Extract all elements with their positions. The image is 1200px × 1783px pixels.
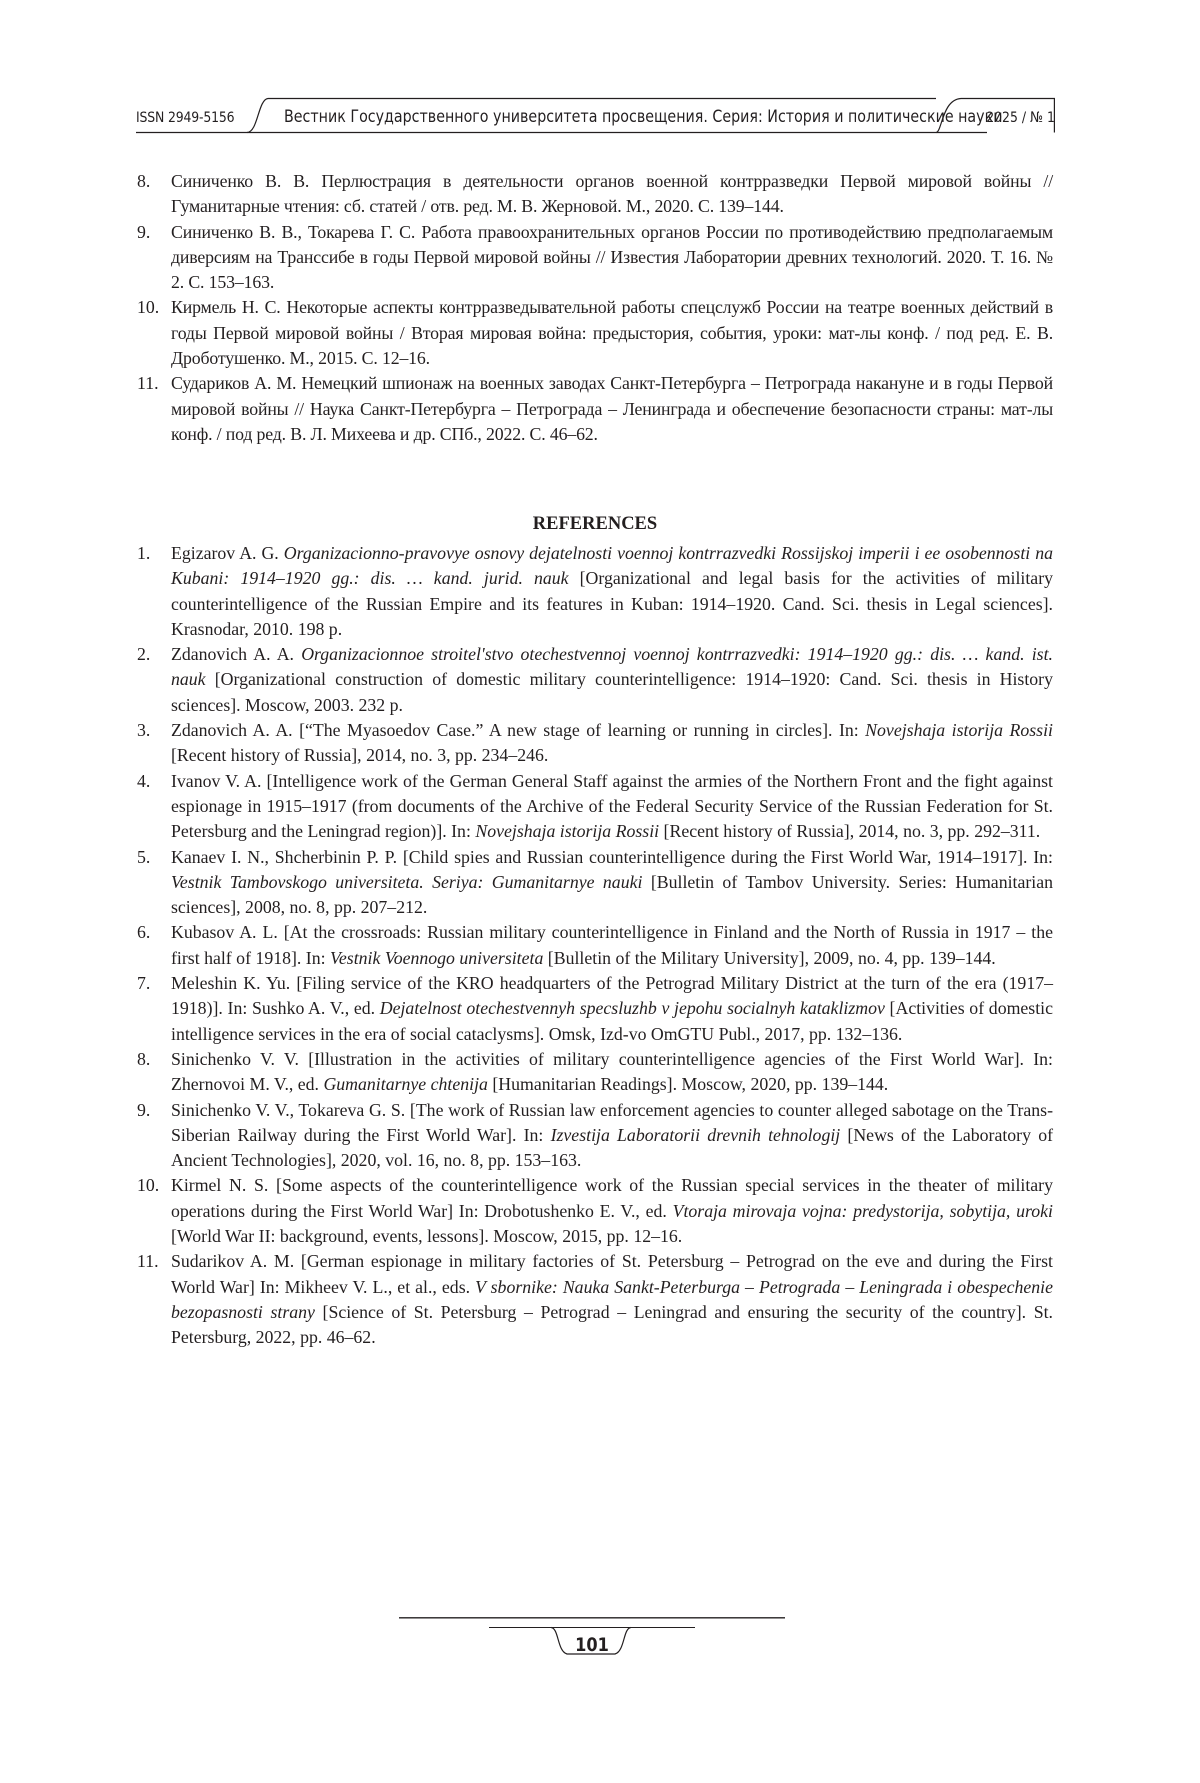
reference-italic-title: Gumanitarnye chtenija — [323, 1074, 488, 1095]
reference-text-segment: Судариков А. М. Немецкий шпионаж на военных заводах Санкт-Петербурга – Петрограда накануне и в годы Первой мировой войны // Наука Санкт-Петербурга – Петрограда – Ленинграда и обеспечение безопасности страны: мат-лы конф. / под ред. В. Л. Михеева и др. СПб., 2022. С. 46–62. — [171, 373, 1053, 444]
reference-text — [171, 543, 1053, 639]
reference-text-segment: [Organizational and legal basis for the activities of military counterintelligence of the Russian Empire and its features in Kuban: 1914–1920. Cand. Sci. thesis in Legal sciences]. Krasnodar, 2010. 198 p. — [171, 568, 1054, 639]
reference-text — [171, 922, 1053, 967]
reference-italic-title: Organizacionno-pravovye osnovy dejatelnosti voennoj kontrrazvedki Rossijskoj imperii i ee osobennosti na Kubani: 1914–1920 gg.: dis. … kand. jurid. nauk — [171, 543, 1054, 589]
reference-item — [137, 1249, 1053, 1350]
reference-number: 10. — [137, 1175, 160, 1196]
reference-item — [137, 642, 1053, 718]
reference-italic-title: Vtoraja mirovaja vojna: predystorija, sobytija, uroki — [672, 1200, 1053, 1221]
reference-number: 1. — [137, 543, 151, 563]
reference-text-segment: Egizarov A. G. — [171, 543, 284, 563]
page-number: 101 — [575, 1634, 609, 1656]
reference-italic-title: V sbornike: Nauka Sankt-Peterburga – Petrograda – Leningrada i obespechenie bezopasnosti strany — [171, 1276, 1053, 1322]
reference-item — [137, 295, 1053, 371]
reference-text-segment: Kirmel N. S. [Some aspects of the counterintelligence work of the Russian special services in the theater of military operations during the First World War] In: Drobotushenko E. V., ed. — [171, 1175, 1053, 1221]
reference-number: 7. — [137, 973, 151, 994]
reference-text — [171, 297, 1053, 368]
reference-text — [171, 1100, 1053, 1171]
reference-text — [171, 973, 1053, 1044]
reference-text — [171, 1175, 1053, 1246]
reference-text-segment: Meleshin K. Yu. [Filing service of the KRO headquarters of the Petrograd Military District at the turn of the era (1917–1918)]. In: Sushko A. V., ed. — [171, 973, 1053, 1019]
reference-item — [137, 169, 1053, 220]
running-header — [136, 92, 1055, 144]
reference-text-segment: [Activities of domestic intelligence services in the era of social cataclysms]. Omsk, Izd-vo OmGTU Publ., 2017, pp. 132–136. — [171, 998, 1054, 1044]
reference-text-segment: [Bulletin of Tambov University. Series: Humanitarian sciences], 2008, no. 8, pp. 207–212. — [171, 871, 1054, 918]
reference-italic-title: Izvestija Laboratorii drevnih tehnologij — [550, 1124, 841, 1145]
reference-text — [171, 1251, 1053, 1347]
reference-text-segment: [Humanitarian Readings]. Moscow, 2020, pp. 139–144. — [487, 1074, 889, 1095]
reference-italic-title: Organizacionnoe stroitel'stvo otechestvennoj voennoj kontrrazvedki: 1914–1920 gg.: dis. … kand. ist. nauk — [171, 644, 1053, 690]
reference-item — [137, 371, 1053, 447]
reference-item — [137, 1047, 1053, 1098]
reference-item — [137, 971, 1053, 1047]
reference-item — [137, 845, 1053, 921]
reference-text-segment: [Recent history of Russia], 2014, no. 3, pp. 234–246. — [171, 745, 549, 766]
reference-text-segment: Zdanovich A. A. — [171, 644, 302, 665]
russian-reference-list — [137, 169, 1053, 447]
references-heading: REFERENCES — [532, 514, 658, 534]
reference-item — [137, 920, 1053, 971]
reference-text-segment: Синиченко В. В., Токарева Г. С. Работа правоохранительных органов России по противодействию предполагаемым диверсиям на Транссибе в годы Первой мировой войны // Известия Лаборатории древних технологий. 2020. Т. 16. № 2. С. 153–163. — [171, 221, 1053, 293]
reference-text-segment: Kubasov A. L. [At the crossroads: Russian military counterintelligence in Finland and the North of Russia in 1917 – the first half of 1918]. In: — [171, 922, 1053, 968]
reference-number: 4. — [137, 770, 151, 791]
reference-item — [137, 718, 1053, 769]
reference-text — [171, 771, 1053, 842]
reference-text-segment: [Bulletin of the Military University], 2009, no. 4, pp. 139–144. — [543, 947, 996, 968]
reference-text-segment: [Science of St. Petersburg – Petrograd – Leningrad and ensuring the security of the country]. St. Petersburg, 2022, pp. 46–62. — [171, 1301, 1053, 1348]
reference-text-segment: [World War II: background, events, lessons]. Moscow, 2015, pp. 12–16. — [171, 1226, 683, 1247]
reference-text — [171, 373, 1053, 444]
reference-number: 6. — [137, 922, 151, 943]
reference-text — [171, 720, 1053, 765]
reference-text-segment: Кирмель Н. С. Некоторые аспекты контрразведывательной работы спецслужб России на театре военных действий в годы Первой мировой войны / Вторая мировая война: предыстория, события, уроки: мат-лы конф. / под ред. Е. В. Дроботушенко. М., 2015. С. 12–16. — [171, 297, 1053, 369]
reference-item — [137, 1173, 1053, 1249]
reference-text-segment: Sudarikov A. M. [German espionage in military factories of St. Petersburg – Petrograd on the eve and during the First World War] In: Mikheev V. L., et al., eds. — [171, 1251, 1053, 1297]
reference-text-segment: [Recent history of Russia], 2014, no. 3, pp. 292–311. — [659, 821, 1041, 842]
reference-text-segment: [News of the Laboratory of Ancient Technologies], 2020, vol. 16, no. 8, pp. 153–163. — [171, 1124, 1054, 1171]
reference-number: 11. — [137, 1251, 159, 1272]
reference-number: 5. — [137, 846, 151, 867]
reference-text-segment: [Organizational construction of domestic military counterintelligence: 1914–1920: Cand. Sci. thesis in History sciences]. Moscow, 2003. 232 p. — [171, 669, 1053, 715]
reference-item — [137, 1098, 1053, 1174]
reference-number: 2. — [137, 644, 151, 665]
reference-number: 8. — [137, 1048, 151, 1069]
reference-text-segment: Синиченко В. В. Перлюстрация в деятельности органов военной контрразведки Первой мировой войны // Гуманитарные чтения: сб. статей / отв. ред. М. В. Жерновой. М., 2020. С. 139–144. — [171, 171, 1053, 217]
reference-text-segment: Ivanov V. A. [Intelligence work of the German General Staff against the armies of the Northern Front and the fight against espionage in 1915–1917 (from documents of the Archive of the Federal Security Service of the Russian Federation for St. Petersburg and the Leningrad region)]. In: — [171, 770, 1053, 842]
reference-text-segment: Sinichenko V. V. [Illustration in the activities of military counterintelligence agencies of the First World War]. In: Zhernovoi M. V., ed. — [171, 1048, 1053, 1095]
reference-number: 9. — [137, 1099, 151, 1120]
reference-item — [137, 769, 1053, 845]
issn: ISSN 2949-5156 — [136, 110, 235, 126]
reference-number: 8. — [137, 171, 151, 191]
reference-number: 3. — [137, 720, 151, 741]
reference-number: 11. — [137, 373, 159, 394]
english-reference-list — [137, 541, 1053, 1351]
reference-italic-title: Novejshaja istorija Rossii — [475, 821, 660, 842]
reference-text — [171, 847, 1053, 918]
reference-item — [137, 541, 1053, 642]
reference-italic-title: Vestnik Tambovskogo universiteta. Seriya: Gumanitarnye nauki — [171, 871, 643, 892]
reference-text — [171, 171, 1053, 216]
reference-text — [171, 644, 1053, 715]
reference-text — [171, 222, 1053, 293]
reference-text-segment: Zdanovich A. A. [“The Myasoedov Case.” A new stage of learning or running in circles]. In: — [171, 720, 866, 741]
issue-number: 2025 / № 1 — [986, 110, 1055, 126]
reference-italic-title: Novejshaja istorija Rossii — [865, 720, 1053, 741]
reference-item — [137, 220, 1053, 296]
reference-text — [171, 1049, 1053, 1094]
reference-text-segment: Kanaev I. N., Shcherbinin P. P. [Child spies and Russian counterintelligence during the First World War, 1914–1917]. In: — [171, 846, 1053, 867]
reference-number: 9. — [137, 221, 151, 242]
journal-title: Вестник Государственного университета просвещения. Серия: История и политические науки — [284, 107, 1003, 127]
reference-number: 10. — [137, 297, 160, 318]
reference-italic-title: Dejatelnost otechestvennyh specsluzhb v jepohu socialnyh kataklizmov — [379, 998, 885, 1019]
reference-text-segment: Sinichenko V. V., Tokareva G. S. [The work of Russian law enforcement agencies to counter alleged sabotage on the Trans-Siberian Railway during the First World War]. In: — [171, 1099, 1053, 1145]
page-footer — [399, 1617, 785, 1673]
reference-italic-title: Vestnik Voennogo universiteta — [330, 947, 544, 968]
